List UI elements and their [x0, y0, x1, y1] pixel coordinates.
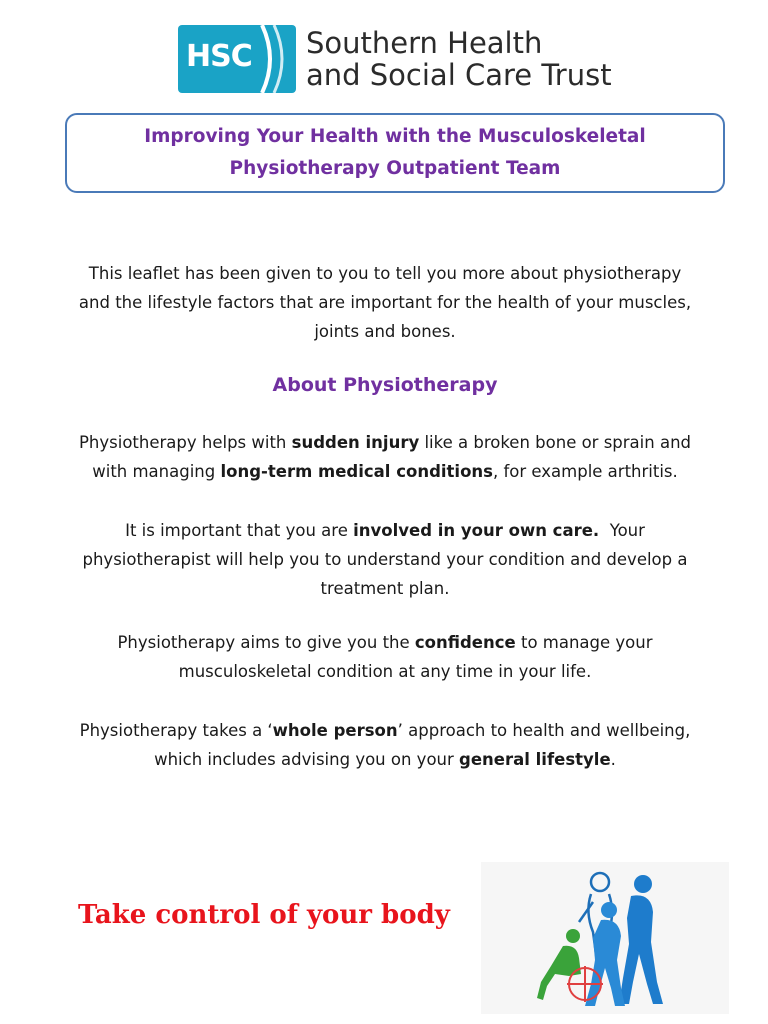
p1-text: Physiotherapy helps with [78, 433, 292, 452]
intro-line1: This leaflet has been given to you to tell you more about physiotherapy [88, 264, 682, 283]
paragraph-2 [60, 516, 710, 603]
p2-bold: involved in your own care. [353, 521, 600, 540]
p3-text: Physiotherapy aims to give you the [117, 633, 415, 652]
logo-mark-text: HSC [186, 39, 252, 74]
paragraph-3 [60, 628, 710, 686]
p2-text: It is important that you are [125, 521, 354, 540]
physiotherapy-figures-icon [481, 862, 729, 1014]
p1-bold: long-term medical conditions [220, 462, 493, 481]
p4-text: Physiotherapy takes a ‘ [79, 721, 273, 740]
p3-text: musculoskeletal condition [178, 662, 394, 681]
p2-text: physiotherapist will help you to understand your condition and develop a [82, 550, 688, 569]
intro-line3: joints and bones. [314, 322, 456, 341]
p4-bold: general lifestyle [459, 750, 611, 769]
p1-text: with managing [92, 462, 221, 481]
intro-line2: and the lifestyle factors that are important for the health of your muscles, [78, 293, 692, 312]
p1-text: like a broken bone or sprain and [419, 433, 692, 452]
trust-logo [178, 24, 612, 94]
section-heading: About Physiotherapy [272, 374, 498, 396]
p2-text: treatment plan. [320, 579, 450, 598]
p4-text: which includes advising you on your [154, 750, 460, 769]
organisation-name [306, 27, 612, 91]
p2-text: Your [599, 521, 645, 540]
p4-bold: whole person [272, 721, 398, 740]
p4-text: ’ approach to health and wellbeing, [397, 721, 691, 740]
p3-text: at any time in your life. [393, 662, 592, 681]
p3-bold: confidence [414, 633, 516, 652]
organisation-name-line1: Southern Health [306, 26, 543, 60]
organisation-name-line2: and Social Care Trust [306, 58, 612, 92]
hsc-logo-mark [178, 25, 296, 93]
p3-text: to manage your [515, 633, 653, 652]
intro-paragraph [60, 259, 710, 346]
leaflet-title-box [65, 113, 725, 193]
p1-bold: sudden injury [291, 433, 420, 452]
leaflet-title-line1: Improving Your Health with the Musculoskeletal [144, 126, 646, 147]
p1-text: , for example arthritis. [492, 462, 678, 481]
p4-text: . [610, 750, 616, 769]
paragraph-1 [60, 428, 710, 486]
paragraph-4 [60, 716, 710, 774]
leaflet-title-line2: Physiotherapy Outpatient Team [229, 158, 561, 179]
tagline: Take control of your body [78, 900, 450, 930]
